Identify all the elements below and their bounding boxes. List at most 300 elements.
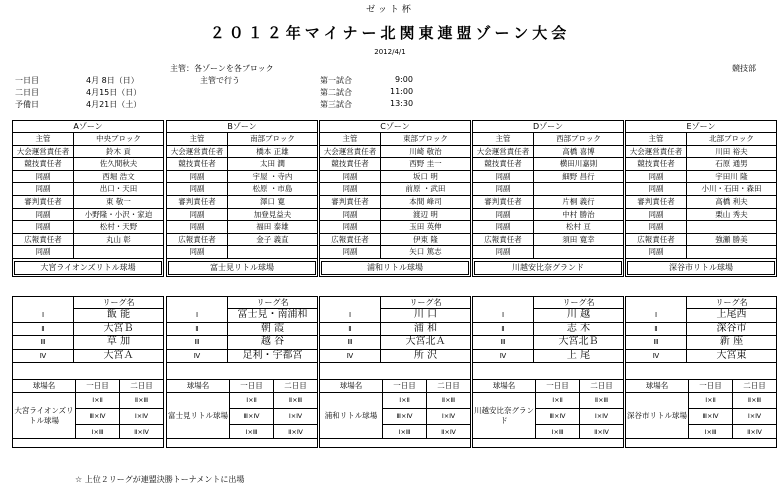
team-name: 大宮東 xyxy=(716,349,747,361)
match: Ⅰ×Ⅱ xyxy=(76,393,119,409)
role-label: 広報責任者 xyxy=(13,234,74,246)
day-date: 4月21日（土） xyxy=(86,100,142,109)
zone-row xyxy=(473,246,623,259)
person-name xyxy=(687,221,776,233)
zone-row xyxy=(320,234,470,247)
match: Ⅲ×Ⅳ xyxy=(689,409,732,425)
zone-row xyxy=(13,146,163,159)
zone-row xyxy=(13,171,163,184)
person-name: 高橋 喜博 xyxy=(562,146,595,156)
league-row xyxy=(626,322,776,336)
team-name: 越 谷 xyxy=(260,336,285,348)
match: Ⅱ×Ⅳ xyxy=(134,428,149,436)
role-label: 競技責任者 xyxy=(473,158,534,170)
page-title: ２０１２年マイナー北関東連盟ゾーン大会 xyxy=(209,24,571,42)
league-row xyxy=(13,322,163,336)
league-header: リーグ名 xyxy=(73,297,163,309)
person-name: 矢口 篤志 xyxy=(409,247,442,257)
person-name: 佐久間秋夫 xyxy=(99,159,138,169)
venue-header: 球場名 xyxy=(473,380,536,392)
zone-row xyxy=(167,196,317,209)
zone-name: Cゾーン xyxy=(320,121,470,133)
league-number: Ⅱ xyxy=(626,323,687,336)
role-label: 同副 xyxy=(13,209,74,221)
zone-table xyxy=(166,120,318,277)
issue-date: 2012/4/1 xyxy=(374,48,406,56)
zone-venue: 川越安比奈グランド xyxy=(474,261,622,275)
league-row xyxy=(167,335,317,349)
person-name: 中央ブロック xyxy=(96,134,141,143)
zone-row xyxy=(320,246,470,259)
person-name: 金子 義直 xyxy=(256,234,289,244)
day2-matches xyxy=(120,393,163,438)
zone-row xyxy=(626,196,776,209)
zone-row xyxy=(167,146,317,159)
person-name: 栗山 秀夫 xyxy=(715,209,748,219)
day-date: 4月15日（日） xyxy=(86,88,142,97)
role-label: 同副 xyxy=(13,246,74,258)
team-name: 大宮Ａ xyxy=(103,349,134,361)
game-label: 第三試合 xyxy=(320,100,352,109)
zone-row xyxy=(473,196,623,209)
day1-header: 一日目 xyxy=(536,380,580,392)
zone-row xyxy=(473,221,623,234)
league-number: Ⅲ xyxy=(320,336,381,349)
role-label: 同副 xyxy=(13,171,74,183)
zone-row xyxy=(626,158,776,171)
day2-header: 二日目 xyxy=(590,381,613,390)
zone-row xyxy=(13,183,163,196)
zone-row xyxy=(473,146,623,159)
person-name: 小川・石田・森田 xyxy=(701,184,762,194)
person-name: 東部ブロック xyxy=(403,134,448,143)
venue-header: 球場名 xyxy=(320,380,383,392)
day2-matches xyxy=(733,393,776,438)
person-name: 玉田 英伸 xyxy=(409,222,442,232)
zone-row xyxy=(167,171,317,184)
match: Ⅱ×Ⅲ xyxy=(274,393,317,409)
person-name: 東 敬一 xyxy=(106,196,131,206)
schedule-table xyxy=(167,379,317,439)
match: Ⅱ×Ⅲ xyxy=(733,393,776,409)
venue-name: 川越安比奈グランド xyxy=(473,393,536,438)
league-header: リーグ名 xyxy=(533,297,623,309)
venue-name: 大宮ライオンズリトル球場 xyxy=(13,393,76,438)
team-name: 大宮Ｂ xyxy=(103,322,134,334)
venue-header: 球場名 xyxy=(626,380,689,392)
role-label: 審判責任者 xyxy=(473,196,534,208)
venue-name: 深谷市リトル球場 xyxy=(626,393,689,438)
team-name: 上 尾 xyxy=(566,349,591,361)
venue-header: 球場名 xyxy=(167,380,230,392)
match: Ⅰ×Ⅲ xyxy=(551,428,564,436)
person-name: 横田川嘉則 xyxy=(559,159,598,169)
person-name: 西堀 浩文 xyxy=(102,171,135,181)
role-label: 主管 xyxy=(320,133,381,145)
day2-header: 二日目 xyxy=(130,381,153,390)
zone-name: Aゾーン xyxy=(13,121,163,133)
role-label: 同副 xyxy=(473,221,534,233)
day2-matches xyxy=(427,393,470,438)
match: Ⅱ×Ⅳ xyxy=(288,428,303,436)
day-date: 4月 8日（日） xyxy=(86,76,139,85)
role-label: 広報責任者 xyxy=(473,234,534,246)
league-number: Ⅲ xyxy=(473,336,534,349)
zone-row xyxy=(13,246,163,259)
person-name: 川田 裕夫 xyxy=(715,146,748,156)
role-label: 大会運営責任者 xyxy=(320,146,381,158)
zone-row xyxy=(320,221,470,234)
person-name: 松原 ・市島 xyxy=(252,184,293,194)
match: Ⅱ×Ⅳ xyxy=(594,428,609,436)
league-row xyxy=(167,322,317,336)
team-name: 大宮北Ｂ xyxy=(558,336,599,348)
footnote: ☆ 上位２リーグが連盟決勝トーナメントに出場 xyxy=(75,475,245,484)
department-label: 競技部 xyxy=(732,64,756,73)
team-name: 所 沢 xyxy=(413,349,438,361)
role-label: 広報責任者 xyxy=(167,234,228,246)
day1-header: 一日目 xyxy=(76,380,120,392)
league-row xyxy=(13,309,163,322)
team-name: 川 口 xyxy=(413,309,438,320)
person-name: 橋本 正雄 xyxy=(256,146,289,156)
role-label: 大会運営責任者 xyxy=(167,146,228,158)
role-label: 同副 xyxy=(320,183,381,195)
zone-row xyxy=(167,158,317,171)
day1-header: 一日目 xyxy=(383,380,427,392)
cup-name: ゼット杯 xyxy=(366,5,414,15)
zone-row xyxy=(320,158,470,171)
zone-row xyxy=(626,171,776,184)
match: Ⅰ×Ⅳ xyxy=(733,409,776,425)
zone-name: Dゾーン xyxy=(473,121,623,133)
zone-table xyxy=(472,120,624,277)
league-number: Ⅳ xyxy=(167,350,228,363)
team-name: 飯 能 xyxy=(106,309,131,320)
league-row xyxy=(167,309,317,322)
role-label: 同副 xyxy=(320,246,381,258)
person-name xyxy=(534,246,623,258)
person-name: 西部ブロック xyxy=(556,134,601,143)
match: Ⅲ×Ⅳ xyxy=(536,409,579,425)
role-label: 同副 xyxy=(167,171,228,183)
league-row xyxy=(320,335,470,349)
zone-row xyxy=(626,133,776,146)
person-name: 出口・天田 xyxy=(99,184,138,194)
team-name: 足利・宇都宮 xyxy=(242,349,303,361)
league-row xyxy=(473,349,623,363)
zone-venue: 富士見リトル球場 xyxy=(168,261,316,275)
person-name: 澤口 寛 xyxy=(260,196,285,206)
role-label: 広報責任者 xyxy=(320,234,381,246)
zone-row xyxy=(626,221,776,234)
league-row xyxy=(626,349,776,363)
role-label: 同副 xyxy=(320,171,381,183)
organizer-text-2: 主管で行う xyxy=(200,76,240,85)
zone-row xyxy=(167,221,317,234)
game-time: 9:00 xyxy=(395,75,413,84)
match: Ⅱ×Ⅲ xyxy=(580,393,623,409)
match: Ⅰ×Ⅱ xyxy=(689,393,732,409)
zone-row xyxy=(13,234,163,247)
role-label: 審判責任者 xyxy=(167,196,228,208)
league-table xyxy=(625,296,777,448)
role-label: 同副 xyxy=(320,221,381,233)
person-name: 南部ブロック xyxy=(250,134,295,143)
person-name: 西野 圭一 xyxy=(409,159,442,169)
match: Ⅰ×Ⅳ xyxy=(120,409,163,425)
zone-row xyxy=(473,158,623,171)
league-number: Ⅱ xyxy=(473,323,534,336)
match: Ⅰ×Ⅲ xyxy=(245,428,258,436)
role-label: 同副 xyxy=(473,171,534,183)
match: Ⅱ×Ⅳ xyxy=(747,428,762,436)
league-row xyxy=(626,335,776,349)
zone-row xyxy=(473,209,623,222)
match: Ⅲ×Ⅳ xyxy=(76,409,119,425)
zone-row xyxy=(167,133,317,146)
person-name: 強瀬 勝美 xyxy=(715,234,748,244)
league-row xyxy=(320,309,470,322)
day-label: 一日目 xyxy=(15,76,39,85)
team-name: 朝 霞 xyxy=(260,322,285,334)
zone-row xyxy=(320,146,470,159)
zone-row xyxy=(626,246,776,259)
zone-row xyxy=(167,209,317,222)
person-name: 松村・天野 xyxy=(99,222,138,232)
venue-name: 浦和リトル球場 xyxy=(320,393,383,438)
role-label: 審判責任者 xyxy=(320,196,381,208)
zone-name: Bゾーン xyxy=(167,121,317,133)
role-label: 競技責任者 xyxy=(167,158,228,170)
league-number: Ⅰ xyxy=(626,309,687,322)
role-label: 同副 xyxy=(167,209,228,221)
day1-header: 一日目 xyxy=(689,380,733,392)
role-label: 同副 xyxy=(13,221,74,233)
league-row xyxy=(473,309,623,322)
team-name: 志 木 xyxy=(566,322,591,334)
team-name: 上尾西 xyxy=(716,309,747,320)
person-name xyxy=(687,246,776,258)
match: Ⅰ×Ⅲ xyxy=(91,428,104,436)
role-label: 同副 xyxy=(473,246,534,258)
person-name: 片桐 義行 xyxy=(562,196,595,206)
team-name: 大宮北Ａ xyxy=(405,336,446,348)
role-label: 大会運営責任者 xyxy=(473,146,534,158)
league-header: リーグ名 xyxy=(227,297,317,309)
zone-row xyxy=(13,196,163,209)
day2-matches xyxy=(580,393,623,438)
day2-matches xyxy=(274,393,317,438)
league-number: Ⅲ xyxy=(13,336,74,349)
zone-venue: 深谷市リトル球場 xyxy=(627,261,775,275)
zone-row xyxy=(473,133,623,146)
person-name xyxy=(534,183,623,195)
role-label: 同副 xyxy=(167,183,228,195)
league-number: Ⅰ xyxy=(320,309,381,322)
person-name: 鈴木 貢 xyxy=(106,146,131,156)
team-name: 新 座 xyxy=(719,336,744,348)
person-name: 川崎 敬治 xyxy=(409,146,442,156)
league-row xyxy=(13,335,163,349)
role-label: 主管 xyxy=(13,133,74,145)
role-label: 同副 xyxy=(626,183,687,195)
day2-header: 二日目 xyxy=(743,381,766,390)
person-name: 細野 昌行 xyxy=(562,171,595,181)
league-number: Ⅲ xyxy=(167,336,228,349)
league-row xyxy=(473,322,623,336)
role-label: 同副 xyxy=(13,183,74,195)
person-name: 宇田川 隆 xyxy=(715,171,748,181)
role-label: 同副 xyxy=(320,209,381,221)
team-name: 深谷市 xyxy=(716,322,747,334)
zone-row xyxy=(626,234,776,247)
zone-row xyxy=(13,158,163,171)
role-label: 同副 xyxy=(473,209,534,221)
role-label: 競技責任者 xyxy=(626,158,687,170)
match: Ⅱ×Ⅳ xyxy=(441,428,456,436)
league-header: リーグ名 xyxy=(380,297,470,309)
league-number: Ⅱ xyxy=(13,323,74,336)
schedule-table xyxy=(626,379,776,439)
role-label: 同副 xyxy=(626,171,687,183)
day-label: 予備日 xyxy=(15,100,39,109)
role-label: 大会運営責任者 xyxy=(13,146,74,158)
role-label: 主管 xyxy=(473,133,534,145)
zone-venue: 大宮ライオンズリトル球場 xyxy=(14,261,162,275)
league-row xyxy=(626,309,776,322)
match: Ⅱ×Ⅲ xyxy=(427,393,470,409)
day1-matches xyxy=(383,393,427,438)
schedule-table xyxy=(13,379,163,439)
match: Ⅰ×Ⅳ xyxy=(580,409,623,425)
zone-row xyxy=(167,234,317,247)
day1-matches xyxy=(536,393,580,438)
role-label: 同副 xyxy=(626,209,687,221)
league-number: Ⅰ xyxy=(473,309,534,322)
role-label: 主管 xyxy=(167,133,228,145)
zone-row xyxy=(626,146,776,159)
role-label: 競技責任者 xyxy=(13,158,74,170)
match: Ⅰ×Ⅱ xyxy=(383,393,426,409)
zone-row xyxy=(13,133,163,146)
match: Ⅲ×Ⅳ xyxy=(383,409,426,425)
league-row xyxy=(13,349,163,363)
person-name: 宇屋 ・寺内 xyxy=(252,171,293,181)
league-row xyxy=(167,349,317,363)
team-name: 草 加 xyxy=(106,336,131,348)
zone-name: Eゾーン xyxy=(626,121,776,133)
team-name: 浦 和 xyxy=(413,322,438,334)
zone-row xyxy=(320,133,470,146)
zone-row xyxy=(13,221,163,234)
league-number: Ⅰ xyxy=(13,309,74,322)
zone-row xyxy=(320,171,470,184)
league-table xyxy=(166,296,318,448)
zone-row xyxy=(473,183,623,196)
zone-row xyxy=(473,171,623,184)
game-label: 第一試合 xyxy=(320,76,352,85)
person-name: 丸山 彰 xyxy=(106,234,131,244)
person-name xyxy=(228,246,317,258)
league-row xyxy=(320,322,470,336)
organizer-text: 主管：各ゾーンを各ブロック xyxy=(170,64,274,73)
league-number: Ⅳ xyxy=(473,350,534,363)
role-label: 審判責任者 xyxy=(13,196,74,208)
person-name: 前原 ・武田 xyxy=(405,184,446,194)
league-table xyxy=(12,296,164,448)
person-name: 小野隆・小沢・家迫 xyxy=(84,209,153,219)
game-label: 第二試合 xyxy=(320,88,352,97)
match: Ⅲ×Ⅳ xyxy=(230,409,273,425)
zone-table xyxy=(625,120,777,277)
match: Ⅰ×Ⅲ xyxy=(704,428,717,436)
zone-row xyxy=(167,183,317,196)
person-name: 須田 寛幸 xyxy=(562,234,595,244)
league-row xyxy=(473,335,623,349)
team-name: 富士見・南浦和 xyxy=(237,309,308,320)
day1-matches xyxy=(230,393,274,438)
role-label: 主管 xyxy=(626,133,687,145)
league-number: Ⅳ xyxy=(13,350,74,363)
zone-row xyxy=(626,183,776,196)
role-label: 同副 xyxy=(167,246,228,258)
zone-row xyxy=(13,209,163,222)
person-name: 福田 泰雄 xyxy=(256,222,289,232)
day-label: 二日目 xyxy=(15,88,39,97)
person-name: 太田 潤 xyxy=(260,159,285,169)
person-name: 北部ブロック xyxy=(709,134,754,143)
person-name: 伊東 隆 xyxy=(413,234,438,244)
day1-header: 一日目 xyxy=(230,380,274,392)
role-label: 競技責任者 xyxy=(320,158,381,170)
zone-row xyxy=(626,209,776,222)
person-name: 本間 峰司 xyxy=(409,196,442,206)
league-row xyxy=(320,349,470,363)
day1-matches xyxy=(76,393,120,438)
schedule-table xyxy=(473,379,623,439)
league-number: Ⅲ xyxy=(626,336,687,349)
zone-row xyxy=(320,209,470,222)
person-name: 中村 勝治 xyxy=(562,209,595,219)
zone-row xyxy=(320,183,470,196)
schedule-table xyxy=(320,379,470,439)
league-number: Ⅳ xyxy=(320,350,381,363)
game-time: 11:00 xyxy=(390,87,414,96)
person-name xyxy=(74,246,163,258)
league-number: Ⅱ xyxy=(320,323,381,336)
league-header: リーグ名 xyxy=(686,297,776,309)
person-name: 加登見益夫 xyxy=(253,209,292,219)
role-label: 同副 xyxy=(167,221,228,233)
person-name: 松村 亘 xyxy=(566,222,591,232)
game-time: 13:30 xyxy=(390,99,414,108)
match: Ⅱ×Ⅲ xyxy=(120,393,163,409)
role-label: 審判責任者 xyxy=(626,196,687,208)
day2-header: 二日目 xyxy=(284,381,307,390)
match: Ⅰ×Ⅱ xyxy=(536,393,579,409)
zone-row xyxy=(167,246,317,259)
league-table xyxy=(319,296,471,448)
match: Ⅰ×Ⅲ xyxy=(398,428,411,436)
venue-header: 球場名 xyxy=(13,380,76,392)
zone-row xyxy=(320,196,470,209)
zone-table xyxy=(319,120,471,277)
league-table xyxy=(472,296,624,448)
role-label: 同副 xyxy=(626,246,687,258)
league-number: Ⅳ xyxy=(626,350,687,363)
role-label: 広報責任者 xyxy=(626,234,687,246)
